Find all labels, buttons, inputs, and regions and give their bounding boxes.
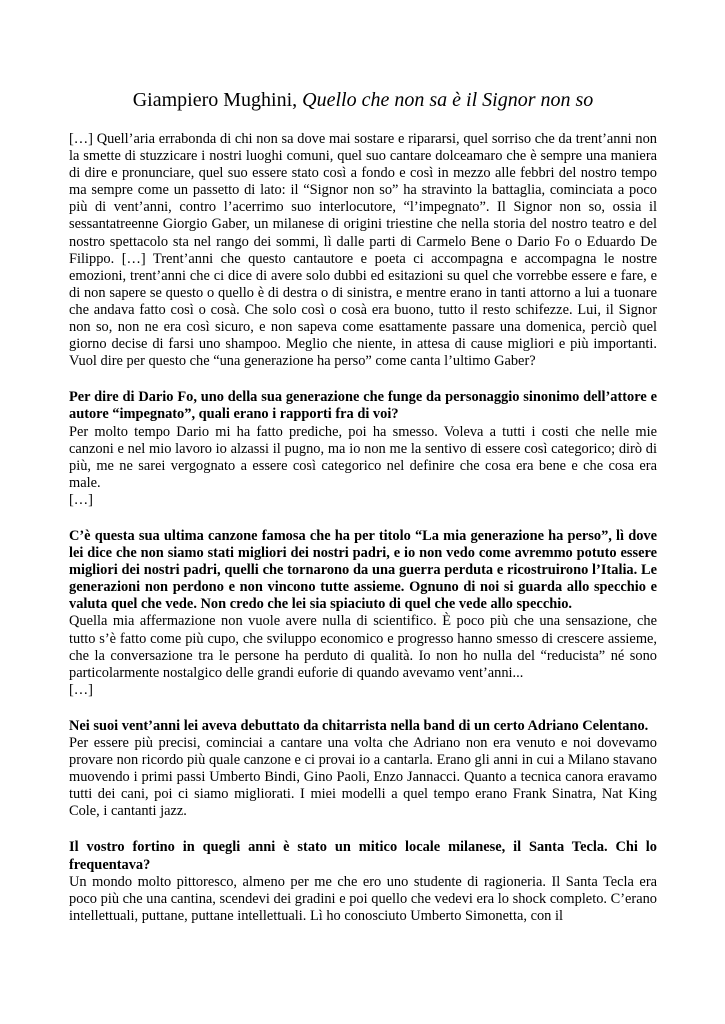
document-title: [69, 88, 657, 112]
document-page: [69, 0, 657, 925]
answer-1: Per molto tempo Dario mi ha fatto prediche, poi ha smesso. Voleva a tutti i costi che nelle mie canzoni e nel mio lavoro io alzassi il pugno, ma io non me la sentivo di essere così categorico; dirò di più, me ne sarei vergognato a essere così categorico nel definire che cosa era bene e che cosa era male.: [69, 423, 657, 491]
intro-paragraph: […] Quell’aria errabonda di chi non sa dove mai sostare e ripararsi, quel sorriso che da trent’anni non la smette di stuzzicare i nostri luoghi comuni, quel suo cantare dolceamaro che è sempre una maniera di dire e pronunciare, quel suo essere stato così a fondo e così in mezzo alle febbri del nostro tempo ma sempre come un passetto di lato: il “Signor non so” ha stravinto la battaglia, cominciata a poco più di vent’anni, contro l’acerrimo suo interlocutore, “l’impegnato”. Il Signor non so, ossia il sessantatreenne Giorgio Gaber, un milanese di origini triestine che nella storia del nostro teatro e del nostro spettacolo sta nel rango dei sommi, lì dalle parti di Carmelo Bene o Dario Fo o Eduardo De Filippo. […] Trent’anni che questo cantautore e poeta ci accompagna e accompagna le nostre emozioni, trent’anni che ci dice di avere solo dubbi ed esitazioni su quel che vorrebbe essere e fare, e di non sapere se questo o quello è di destra o di sinistra, e mentre erano in tanti attorno a lui a tuonare che andava fatto così o cosà. Che solo così o cosà era buono, tutto il resto schifezze. Lui, il Signor non so, non ne era così sicuro, e non sapeva come esattamente passare una domenica, perciò quel giorno decise di farsi uno shampoo. Meglio che niente, in attesa di cause migliori e più importanti. Vuol dire per questo che “una generazione ha perso” come canta l’ultimo Gaber?: [69, 131, 657, 370]
answer-3: Per essere più precisi, cominciai a cantare una volta che Adriano non era venuto e noi dovevamo provare non ricordo più quale canzone e ci provai io a cantarla. Erano gli anni in cui a Milano stavano muovendo i primi passi Umberto Bindi, Gino Paoli, Enzo Jannacci. Quanto a tecnica canora eravamo tutti dei cani, poi ci siamo migliorati. I miei modelli a quel tempo erano Frank Sinatra, Nat King Cole, i cantanti jazz.: [69, 735, 657, 820]
title-author: Giampiero Mughini,: [132, 89, 298, 111]
answer-2-ellipsis: […]: [69, 681, 93, 698]
answer-4: Un mondo molto pittoresco, almeno per me che ero uno studente di ragioneria. Il Santa Tecla era poco più che una cantina, scendevi dei gradini e poi quello che vedevi era lo shock completo. C’erano intellettuali, puttane, puttane intellettuali. Lì ho conosciuto Umberto Simonetta, con il: [69, 873, 657, 924]
question-3: Nei suoi vent’anni lei aveva debuttato da chitarrista nella band di un certo Adriano Celentano.: [69, 717, 649, 734]
question-4: Il vostro fortino in quegli anni è stato un mitico locale milanese, il Santa Tecla. Chi lo frequentava?: [69, 839, 657, 873]
title-work: Quello che non sa è il Signor non so: [302, 89, 594, 111]
question-1: Per dire di Dario Fo, uno della sua generazione che funge da personaggio sinonimo dell’attore e autore “impegnato”, quali erano i rapporti fra di voi?: [69, 389, 657, 423]
document-body: [69, 131, 657, 925]
answer-2: Quella mia affermazione non vuole avere nulla di scientifico. È poco più che una sensazione, che tutto s’è fatto come più cupo, che sviluppo economico e progresso hanno smesso di crescere assieme, che la conversazione tra le persone ha perduto di qualità. Io non ho nulla del “reducista” né sono particolarmente nostalgico delle grandi euforie di quando avevamo vent’anni...: [69, 613, 657, 681]
answer-1-ellipsis: […]: [69, 491, 93, 508]
question-2: C’è questa sua ultima canzone famosa che ha per titolo “La mia generazione ha perso”, lì dove lei dice che non siamo stati migliori dei nostri padri, e io non vedo come avremmo potuto essere migliori dei nostri padri, quelli che tornarono da una guerra perduta e ricostruirono l’Italia. Le generazioni non perdono e non vincono tutte assieme. Ognuno di noi si guarda allo specchio e valuta quel che vede. Non credo che lei sia spiaciuto di quel che vede allo specchio.: [69, 527, 657, 613]
